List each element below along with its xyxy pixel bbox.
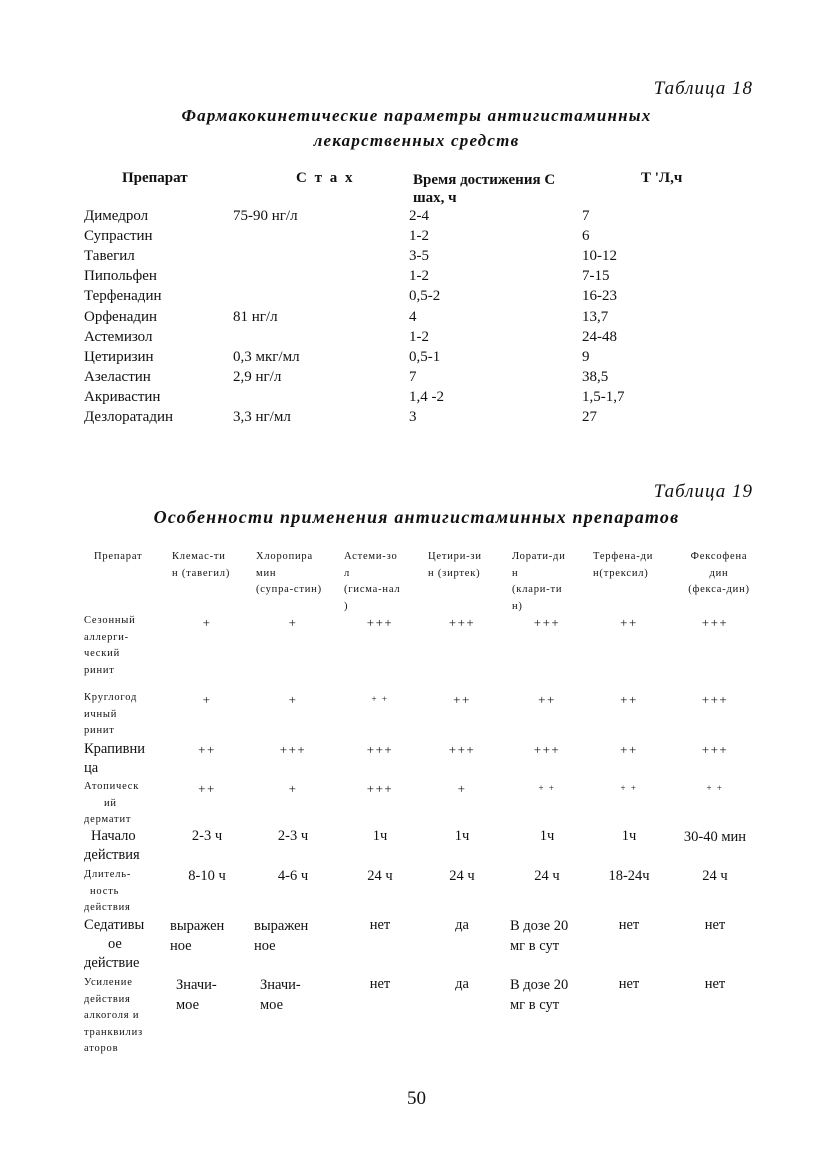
t19-cell: +++ (701, 742, 729, 757)
t18-header-drug: Препарат (122, 170, 188, 186)
t19-row-label: ринит (84, 664, 115, 676)
t19-cell: 18-24ч (608, 868, 650, 884)
t19-row-label: транквилиз (84, 1026, 143, 1038)
t19-cell: нет (369, 976, 391, 992)
t19-cell: нет (618, 917, 640, 933)
t19-cell: нет (618, 976, 640, 992)
t19-cell: 24 ч (534, 868, 560, 884)
t19-header-h4: н (зиртек) (428, 567, 481, 579)
t18-cell-drug: Терфенадин (84, 288, 162, 305)
t19-header-h1: н (тавегил) (172, 567, 231, 579)
t19-row-label: Усиление (84, 977, 133, 988)
t19-row-label: Круглогод (84, 692, 138, 703)
t19-header-h5: (клари-ти (512, 584, 563, 595)
t19-row-label: ность (90, 885, 120, 897)
t19-cell: выражен ное (170, 918, 225, 954)
t18-cell-tmax: 2-4 (409, 208, 429, 224)
t19-header-h6: Терфена-ди (593, 551, 654, 562)
t18-cell-tmax: 1-2 (409, 268, 429, 285)
t19-cell: 2-3 ч (191, 828, 223, 844)
t18-cell-thalf: 24-48 (582, 328, 617, 345)
t19-row-label: действие (84, 955, 140, 971)
t19-cell: + + (371, 694, 389, 704)
t19-row-label: ца (84, 760, 99, 776)
t19-cell: +++ (448, 615, 476, 630)
t19-cell: +++ (533, 615, 561, 630)
t18-cell-drug: Орфенадин (84, 308, 158, 325)
t19-row-label: ое (108, 936, 122, 952)
t19-header-h2: Хлоропира (256, 551, 313, 562)
t19-cell: + (457, 781, 467, 796)
t19-cell: 8-10 ч (188, 868, 226, 884)
page-number: 50 (407, 1088, 426, 1109)
t19-header-h7: Фексофена (690, 551, 748, 562)
t19-cell: +++ (533, 742, 561, 757)
t19-header-h3: л (344, 567, 351, 579)
t18-cell-drug: Акривастин (84, 388, 161, 405)
t19-header-h1: Клемас-ти (172, 551, 226, 562)
t19-cell: 2-3 ч (277, 828, 309, 844)
t18-header-tmax-line2: шах, ч (413, 190, 457, 206)
t18-cell-cmax: 2,9 нг/л (233, 368, 282, 385)
t18-cell-thalf: 38,5 (582, 368, 609, 385)
t19-cell: + + (706, 783, 724, 793)
t19-cell: +++ (366, 615, 394, 630)
t18-cell-cmax: 81 нг/л (233, 308, 278, 325)
t19-header-h4: Цетири-зи (428, 551, 482, 562)
t18-cell-drug: Тавегил (84, 248, 135, 265)
t19-row-label: аторов (84, 1043, 119, 1054)
t19-cell: + (288, 781, 298, 796)
table18-number: Таблица 18 (653, 78, 753, 99)
t19-header-h7: (фекса-дин) (688, 584, 750, 595)
t19-row-label: ринит (84, 725, 115, 736)
t18-cell-tmax: 1-2 (409, 328, 429, 345)
t19-cell: +++ (701, 615, 729, 630)
t19-header-h2: (супра-стин) (256, 584, 322, 595)
t19-row-label: Длитель- (84, 869, 132, 880)
t19-cell: ++ (198, 781, 216, 796)
t19-row-label: действия (84, 902, 131, 913)
t19-row-label: Начало (91, 828, 136, 844)
t18-cell-thalf: 13,7 (582, 308, 609, 325)
t18-header-tmax-line1: Время достижения С (413, 172, 556, 188)
t18-cell-thalf: 7 (582, 208, 590, 224)
t19-row-label: ий (104, 797, 117, 809)
t19-header-h6: н(трексил) (593, 567, 649, 579)
t18-cell-thalf: 10-12 (582, 248, 617, 265)
t19-header-h3: Астеми-зо (344, 551, 398, 562)
t19-cell: + + (538, 783, 556, 793)
t18-cell-tmax: 3-5 (409, 248, 429, 265)
t19-row-label: ческий (84, 648, 121, 659)
t18-cell-drug: Астемизол (84, 328, 153, 345)
t18-cell-drug: Азеластин (84, 368, 151, 385)
t19-cell: В дозе 20 мг в сут (510, 918, 569, 954)
t18-cell-thalf: 27 (582, 409, 597, 425)
t19-cell: +++ (448, 742, 476, 757)
t18-header-thalf: Т 'Л,ч (641, 170, 683, 186)
t19-cell: В дозе 20 мг в сут (510, 977, 569, 1013)
t18-cell-cmax: 75-90 нг/л (233, 208, 298, 224)
t19-row-label: действия (84, 847, 140, 863)
t18-cell-cmax: 0,3 мкг/мл (233, 348, 300, 365)
t19-cell: + (288, 615, 298, 630)
t19-row-label: аллерги- (84, 631, 129, 643)
t19-cell: Значи- мое (260, 977, 301, 1013)
t19-cell: ++ (198, 742, 216, 757)
t19-cell: + (202, 692, 212, 707)
t19-cell: 1ч (372, 828, 388, 844)
t19-cell: нет (369, 917, 391, 933)
t19-row-label: Седативы (84, 917, 145, 933)
t19-cell: +++ (366, 781, 394, 796)
t19-cell: ++ (620, 692, 638, 707)
t19-cell: нет (704, 917, 726, 933)
t19-cell: да (455, 917, 469, 933)
t18-cell-tmax: 4 (409, 308, 417, 325)
t18-cell-drug: Супрастин (84, 228, 153, 245)
t18-header-cmax: С т а х (296, 170, 355, 186)
t18-cell-thalf: 1,5-1,7 (582, 388, 625, 405)
t19-row-label: действия (84, 993, 131, 1005)
t18-cell-drug: Пипольфен (84, 268, 157, 285)
t18-cell-drug: Димедрол (84, 208, 149, 224)
t19-row-label: алкоголя и (84, 1010, 140, 1021)
t18-cell-tmax: 1-2 (409, 228, 429, 245)
t19-cell: +++ (701, 692, 729, 707)
t18-cell-thalf: 6 (582, 228, 590, 245)
t19-cell: 1ч (539, 828, 555, 844)
t18-cell-thalf: 7-15 (582, 268, 610, 285)
t18-cell-drug: Дезлоратадин (84, 409, 174, 425)
t19-cell: 24 ч (449, 868, 475, 884)
t19-header-h3: (гисма-нал (344, 584, 401, 595)
t19-header-h7: дин (709, 567, 729, 579)
t19-cell: 1ч (621, 828, 637, 844)
t19-cell: + (202, 615, 212, 630)
t19-row-label: Атопическ (84, 781, 140, 792)
t19-cell: + + (620, 783, 638, 793)
table18-title-line2: лекарственных средств (313, 131, 520, 150)
t19-row-label: Крапивни (84, 741, 146, 757)
t19-cell: 24 ч (702, 868, 728, 884)
t19-cell: ++ (620, 615, 638, 630)
t19-cell: +++ (366, 742, 394, 757)
t19-cell: ++ (538, 692, 556, 707)
t19-cell: Значи- мое (176, 977, 217, 1013)
t18-cell-tmax: 3 (409, 409, 417, 425)
t19-header-h0: Препарат (94, 551, 143, 562)
t19-cell: да (455, 976, 469, 992)
t18-cell-drug: Цетиризин (84, 348, 154, 365)
t19-cell: нет (704, 976, 726, 992)
t18-cell-tmax: 1,4 -2 (409, 388, 444, 405)
t19-row-label: Сезонный (84, 615, 136, 626)
t18-cell-cmax: 3,3 нг/мл (233, 409, 291, 425)
t19-cell: ++ (453, 692, 471, 707)
t19-header-h5: н) (512, 600, 523, 612)
t19-cell: + (288, 692, 298, 707)
t18-cell-tmax: 7 (409, 368, 417, 385)
t19-cell: 30-40 мин (683, 829, 747, 845)
t19-cell: 24 ч (367, 868, 393, 884)
table19-number: Таблица 19 (653, 481, 753, 502)
t19-cell: 4-6 ч (277, 868, 309, 884)
t19-cell: выражен ное (254, 918, 309, 954)
t18-cell-tmax: 0,5-1 (409, 348, 441, 365)
t19-header-h2: мин (256, 567, 277, 579)
table19-title: Особенности применения антигистаминных препаратов (153, 507, 680, 527)
t19-header-h5: н (512, 567, 519, 579)
t18-cell-thalf: 16-23 (582, 288, 617, 305)
t19-cell: ++ (620, 742, 638, 757)
t19-cell: 1ч (454, 828, 470, 844)
t19-row-label: дерматит (84, 814, 132, 825)
table18-title-line1: Фармакокинетические параметры антигистаминных (181, 106, 652, 125)
t19-row-label: ичный (84, 708, 118, 720)
t18-cell-thalf: 9 (582, 348, 590, 365)
t19-header-h5: Лорати-ди (512, 551, 566, 562)
t19-cell: +++ (279, 742, 307, 757)
t19-header-h3: ) (344, 600, 349, 612)
t18-cell-tmax: 0,5-2 (409, 288, 441, 305)
